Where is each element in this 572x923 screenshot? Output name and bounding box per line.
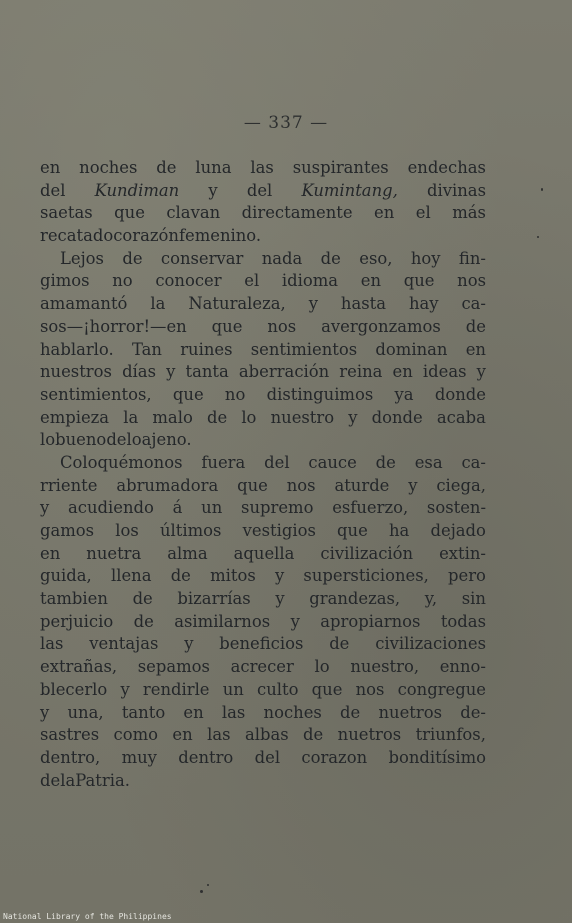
body-text	[40, 157, 486, 792]
word: reina	[339, 362, 383, 382]
word: que	[311, 679, 343, 699]
word: en	[40, 158, 61, 177]
text-line	[40, 770, 486, 793]
word: sepamos	[137, 657, 210, 677]
footer-credit: National Library of the Philippines	[3, 912, 172, 921]
word: suspirantes	[292, 158, 389, 177]
word: triunfos,	[415, 725, 486, 745]
word: nuetros	[378, 702, 442, 722]
word: del	[254, 747, 281, 767]
word: en	[374, 203, 395, 223]
word: el	[244, 271, 260, 291]
word: apropiarnos	[320, 611, 421, 631]
word: y,	[424, 589, 438, 609]
word: nos	[457, 271, 486, 291]
word: y	[184, 634, 194, 654]
word: y	[408, 475, 418, 495]
word: la	[150, 294, 166, 314]
word: directamente	[241, 203, 353, 223]
word: nuestro,	[350, 657, 420, 677]
word: llena	[110, 566, 152, 586]
word: hablarlo.	[40, 339, 114, 359]
word: como	[113, 725, 159, 745]
word: que	[237, 475, 268, 495]
word: lo	[241, 407, 257, 427]
text-line	[40, 747, 486, 770]
word: conocer	[155, 271, 222, 291]
word: ya	[394, 384, 414, 404]
word: sin	[461, 589, 486, 609]
word: pero	[448, 566, 486, 586]
text-line	[40, 588, 486, 611]
word: del	[40, 180, 66, 200]
word: bonditísimo	[388, 747, 486, 767]
word: de	[375, 452, 396, 472]
word: tanta	[185, 362, 229, 382]
word: gimos	[40, 271, 90, 291]
text-line	[40, 679, 486, 702]
text-line	[40, 611, 486, 634]
word: días	[122, 362, 156, 382]
text-line	[40, 248, 486, 271]
page-number: — 337 —	[243, 113, 329, 133]
word: ventajas	[89, 634, 159, 654]
word: no	[112, 271, 133, 291]
ink-speck	[200, 890, 203, 893]
word: que	[114, 203, 145, 223]
word: Naturaleza,	[188, 294, 286, 314]
word: las	[221, 702, 246, 722]
word: perjuicio	[40, 611, 114, 631]
word: bueno	[55, 430, 107, 450]
word: que	[211, 316, 243, 336]
word: corazon	[301, 747, 368, 767]
word: las	[207, 725, 231, 745]
word: noches	[263, 702, 322, 722]
word: nos	[286, 475, 316, 495]
text-line	[40, 702, 486, 725]
word: que	[403, 271, 435, 291]
word: á	[172, 498, 183, 518]
word: ca-	[461, 452, 486, 472]
text-line	[40, 724, 486, 747]
text-line	[40, 475, 486, 498]
word: de	[132, 589, 153, 609]
word: ca-	[461, 294, 486, 314]
word: noches	[79, 158, 138, 177]
word: rriente	[40, 475, 98, 495]
word: Kumintang,	[301, 180, 398, 200]
word: y	[275, 589, 285, 609]
word: avergonzamos	[321, 316, 441, 336]
word: de-	[460, 702, 486, 722]
word: en	[172, 725, 193, 745]
word: nuetros	[337, 725, 402, 745]
word: Coloquémonos	[60, 452, 183, 472]
word: aturde	[334, 475, 390, 495]
word: no	[224, 384, 246, 404]
word: empieza	[40, 407, 110, 427]
word: nada	[261, 248, 303, 268]
word: sentimientos	[250, 339, 358, 359]
word: del	[246, 180, 273, 200]
word: culto	[257, 679, 299, 699]
word: donde	[434, 384, 486, 404]
word: donde	[371, 407, 423, 427]
word: Patria.	[75, 770, 130, 790]
text-line	[40, 407, 486, 430]
word: y	[308, 294, 318, 314]
word: de	[156, 158, 177, 177]
word: de	[106, 430, 127, 450]
word: bizarrías	[177, 589, 251, 609]
word: dejado	[430, 521, 486, 540]
text-line	[40, 543, 486, 566]
word: en	[40, 543, 61, 563]
word: una,	[67, 702, 104, 722]
word: alma	[167, 543, 208, 563]
word: extrañas,	[40, 657, 118, 677]
word: distinguimos	[266, 384, 374, 404]
word: divinas	[427, 180, 486, 200]
word: las	[250, 158, 274, 177]
word: esa	[414, 452, 443, 472]
word: acaba	[436, 407, 486, 427]
word: luna	[195, 158, 232, 177]
text-line	[40, 656, 486, 679]
word: guida,	[40, 566, 92, 586]
word: que	[337, 521, 368, 540]
word: lo	[314, 657, 330, 677]
word: civilizaciones	[375, 634, 486, 654]
word: civilización	[320, 543, 414, 563]
word: la	[60, 770, 76, 790]
word: mitos	[210, 566, 256, 586]
text-line	[40, 633, 486, 656]
word: y	[166, 362, 176, 382]
word: ideas	[422, 362, 467, 382]
word: nuestro	[270, 407, 335, 427]
word: de	[170, 566, 191, 586]
word: de	[329, 634, 350, 654]
word: de	[303, 725, 324, 745]
word: recatado	[40, 226, 114, 246]
word: hay	[408, 294, 439, 314]
word: la	[123, 407, 139, 427]
text-line	[40, 202, 486, 225]
word: del	[264, 452, 290, 472]
word: supersticiones,	[303, 566, 429, 586]
text-line	[40, 225, 486, 248]
word: rendirle	[142, 679, 210, 699]
word: hasta	[340, 294, 386, 314]
word: dentro,	[40, 747, 101, 767]
ink-speck	[207, 884, 209, 886]
text-line	[40, 270, 486, 293]
word: femenino.	[178, 226, 262, 246]
word: eso,	[359, 248, 393, 268]
text-line	[40, 180, 486, 203]
word: beneficios	[219, 634, 304, 654]
word: ha	[388, 521, 410, 540]
ink-speck	[541, 188, 543, 191]
word: acrecer	[230, 657, 294, 677]
text-line	[40, 384, 486, 407]
word: sosten-	[426, 498, 486, 518]
ink-speck	[537, 236, 539, 238]
word: y	[348, 407, 358, 427]
word: nuetra	[86, 543, 142, 563]
word: nos	[355, 679, 385, 699]
word: en	[392, 362, 413, 382]
text-line	[40, 339, 486, 362]
word: tambien	[40, 589, 108, 609]
word: nos	[267, 316, 297, 336]
word: malo	[152, 407, 193, 427]
word: saetas	[40, 203, 93, 223]
word: clavan	[166, 203, 221, 223]
text-line	[40, 565, 486, 588]
word: sos—¡horror!—en	[40, 316, 187, 336]
word: fin-	[458, 248, 486, 268]
word: y	[120, 679, 130, 699]
word: más	[452, 203, 486, 223]
word: de	[320, 248, 341, 268]
word: cauce	[308, 452, 357, 472]
word: corazón	[113, 226, 179, 246]
word: ajeno.	[141, 430, 192, 450]
word: nuestros	[40, 362, 112, 382]
word: asimilarnos	[174, 611, 271, 631]
word: y	[208, 180, 218, 200]
word: gamos	[40, 521, 95, 540]
word: Lejos	[60, 248, 104, 268]
word: aberración	[238, 362, 330, 382]
text-line	[40, 520, 486, 543]
word: y	[274, 566, 285, 586]
word: ciega,	[436, 475, 486, 495]
word: un	[201, 498, 223, 518]
word: las	[40, 634, 64, 654]
word: y	[476, 362, 486, 382]
word: que	[172, 384, 204, 404]
text-line	[40, 361, 486, 384]
word: un	[222, 679, 244, 699]
word: grandezas,	[309, 589, 401, 609]
word: vestigios	[242, 521, 316, 540]
word: conservar	[160, 248, 244, 268]
word: de	[40, 770, 61, 790]
word: últimos	[160, 521, 222, 540]
word: y	[40, 498, 50, 518]
word: sastres	[40, 725, 100, 745]
word: albas	[244, 725, 289, 745]
text-line	[40, 157, 486, 180]
text-line	[40, 497, 486, 520]
word: aquella	[233, 543, 295, 563]
word: lo	[126, 430, 142, 450]
word: amamantó	[40, 294, 128, 314]
word: y	[40, 702, 50, 722]
word: Kundiman	[94, 180, 180, 200]
word: esfuerzo,	[332, 498, 409, 518]
word: congregue	[397, 679, 486, 699]
word: dominan	[375, 339, 448, 359]
text-line	[40, 316, 486, 339]
word: extin-	[439, 543, 486, 563]
word: fuera	[201, 452, 246, 472]
word: de	[340, 702, 361, 722]
word: hoy	[410, 248, 441, 268]
word: sentimientos,	[40, 384, 152, 404]
text-line	[40, 452, 486, 475]
word: Tan	[131, 339, 162, 359]
word: el	[415, 203, 431, 223]
word: en	[360, 271, 382, 291]
word: de	[465, 316, 486, 336]
word: de	[206, 407, 228, 427]
word: de	[133, 611, 154, 631]
text-line	[40, 293, 486, 316]
word: abrumadora	[116, 475, 219, 495]
word: y	[290, 611, 300, 631]
word: en	[183, 702, 204, 722]
word: enno-	[439, 657, 486, 677]
word: dentro	[178, 747, 234, 767]
word: muy	[121, 747, 157, 767]
word: endechas	[407, 158, 486, 177]
word: idioma	[281, 271, 339, 291]
word: supremo	[241, 498, 314, 518]
word: los	[115, 521, 139, 540]
word: todas	[440, 611, 486, 631]
word: blecerlo	[40, 679, 108, 699]
word: acudiendo	[68, 498, 154, 518]
text-line	[40, 429, 486, 452]
word: tanto	[121, 702, 166, 722]
word: en	[465, 339, 486, 359]
word: de	[122, 248, 143, 268]
word: ruines	[180, 339, 233, 359]
word: lo	[40, 430, 56, 450]
